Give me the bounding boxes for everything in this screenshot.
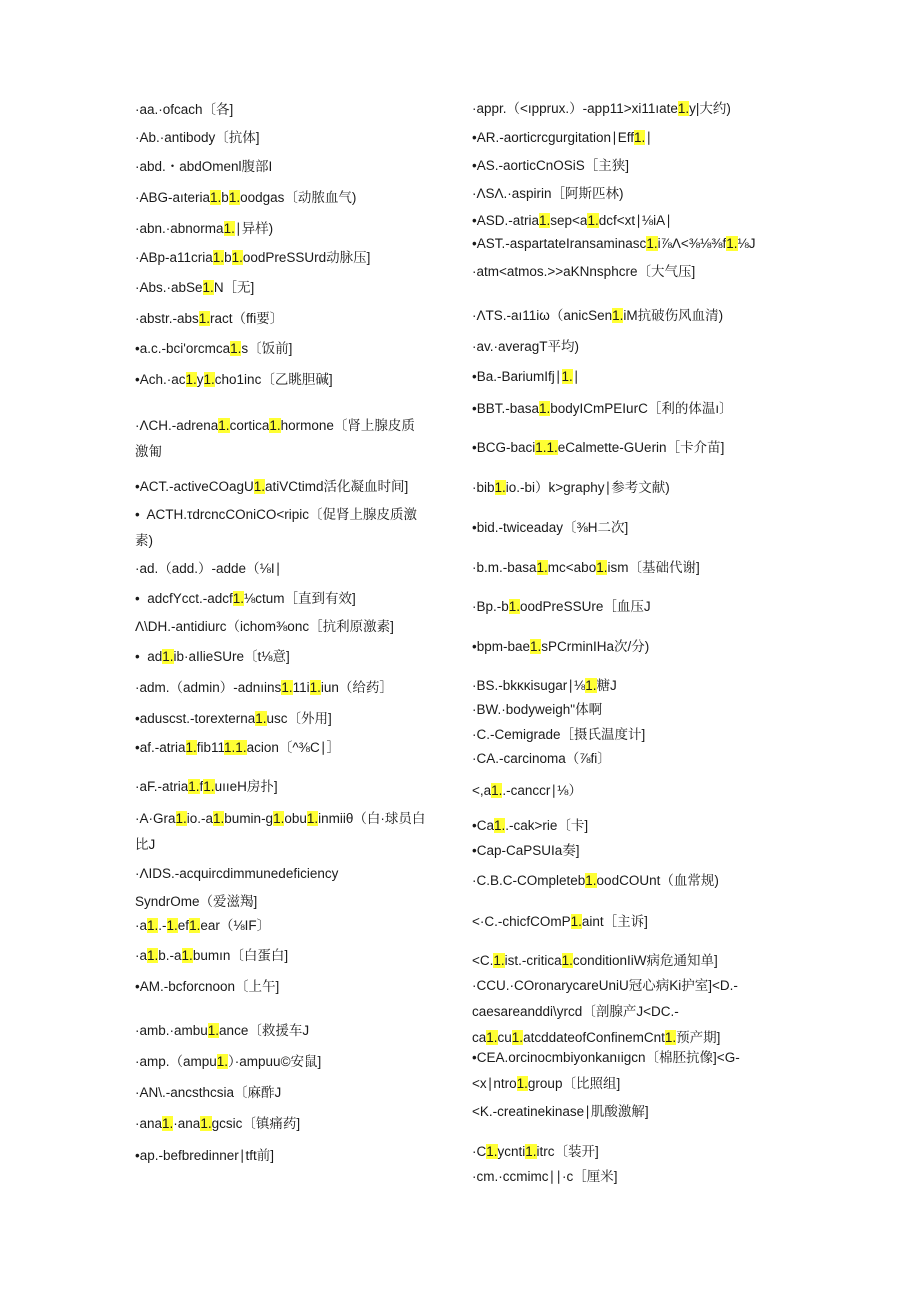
highlighted-text: 1. [561,369,573,384]
highlighted-text: 1. [306,811,319,826]
glossary-entry [472,722,802,748]
entry-text: ·abstr.-abs [135,311,199,326]
entry-text: ·av.·averagT平均) [472,339,580,354]
highlighted-text: 1. [516,1076,528,1091]
entry-text: •AST.-aspartateIransaminasc [472,236,647,251]
glossary-entry [472,868,802,894]
highlighted-text: 1. [309,680,321,695]
glossary-entry [135,774,465,800]
highlighted-text: 1. [147,948,159,963]
entry-text: •bpm-bae [472,639,531,654]
entry-text: ·amp.（ampu [135,1054,217,1069]
glossary-entry [135,675,465,701]
entry-text: ·ana [173,1116,201,1131]
entry-text: cho1inc〔乙眺胆碱] [214,372,333,387]
entry-text: ·ΛSΛ.·aspirin［阿斯匹林) [472,186,624,201]
entry-text: Λ\DH.-antidiurc（ichom⅜onc［抗利原激素] [135,619,394,634]
glossary-entry [135,861,465,887]
entry-text: <K.-creatinekinase∣肌酸激解] [472,1104,649,1119]
entry-text: •BCG-baci [472,440,536,455]
entry-text: acion〔^⅜C∣］ [246,740,340,755]
entry-text: ycnti [497,1144,526,1159]
glossary-entry [135,735,465,761]
glossary-entry [135,889,465,915]
glossary-entry [135,216,465,242]
highlighted-text: 1. [185,740,197,755]
highlighted-text: 1. [587,213,599,228]
entry-text: ·ΛIDS.-acquircdimmunedeficiency [135,866,339,881]
entry-text: •ACT.-activeCOagU [135,479,254,494]
glossary-entry [135,367,465,393]
glossary-entry [472,364,802,390]
entry-text: ance〔救援车J [219,1023,310,1038]
glossary-entry [135,913,465,939]
entry-text: ·abd.・abdOmenl腹部I [135,159,273,174]
entry-text: <,a [472,783,492,798]
glossary-entry [472,555,802,581]
highlighted-text: 1. [726,236,738,251]
entry-text: • ad [135,649,163,664]
entry-text: ract（ffi要〕 [210,311,284,326]
glossary-entry [472,909,802,935]
glossary-entry [135,706,465,732]
highlighted-text: 1. [585,678,597,693]
glossary-entry [135,185,465,211]
entry-text: ·abn.·abnorma [135,221,224,236]
entry-text: b [224,250,232,265]
entry-text: oodPreSSUrd动脉压] [242,250,371,265]
entry-text: ist.-critica [504,953,562,968]
glossary-entry [472,96,802,122]
entry-text: bodyICmPEIurC［利的体温ı〕 [550,401,733,416]
entry-text: •Ach.·ac [135,372,186,387]
entry-text: ear（⅛IF〕 [200,918,271,933]
highlighted-text: 1. [223,221,235,236]
glossary-entry [135,336,465,362]
entry-text: ef [177,918,190,933]
entry-text: ·BW.·bodyweigh"体啊 [472,702,603,717]
highlighted-text: 1.1. [535,440,558,455]
highlighted-text: 1. [230,341,242,356]
entry-text: •BBT.-basa [472,401,540,416]
highlighted-text: 1. [185,372,197,387]
entry-text: cortica [229,418,270,433]
entry-text: cu [497,1030,512,1045]
entry-text: usc〔外用] [266,711,332,726]
entry-text: atiVCtimd活化凝血时间] [265,479,409,494]
glossary-entry [135,1080,465,1106]
entry-text: ·a [135,918,148,933]
entry-text: ·ΛCH.-adrena [135,418,219,433]
entry-text: 预产期] [676,1030,721,1045]
highlighted-text: 1. [677,101,690,116]
entry-text: ）·ampuu©安鼠] [228,1054,322,1069]
entry-text: ·ΛTS.-aı11iω（anicSen [472,308,613,323]
entry-text: .- [158,918,167,933]
entry-text: aint［主诉] [581,914,648,929]
entry-text: <·C.-chicfCOmP [472,914,571,929]
glossary-entry [472,1164,802,1190]
entry-text: ·ABG-aıteria [135,190,211,205]
entry-text: .-cak>rie〔卡] [505,818,589,833]
entry-text: inmiiθ（白·球员白 比J [135,811,426,852]
highlighted-text: 1. [539,213,551,228]
entry-text: •ap.-befbredinner∣tft前] [135,1148,275,1163]
glossary-entry [135,943,465,969]
entry-text: bumın〔白蛋白] [192,948,289,963]
glossary-entry [135,474,465,500]
glossary-entry [472,153,802,179]
glossary-entry [135,974,465,1000]
highlighted-text: 1. [491,783,503,798]
highlighted-text: 1. [207,1023,220,1038]
highlighted-text: 1. [530,639,542,654]
glossary-entry [135,154,465,180]
glossary-entry [472,435,802,461]
glossary-entry [472,396,802,422]
highlighted-text: 1. [188,779,200,794]
entry-text: ·ana [135,1116,163,1131]
entry-text: ·cm.·ccmimc∣∣·c［厘米] [472,1169,618,1184]
highlighted-text: 1. [202,280,214,295]
entry-text: group〔比照组] [527,1076,621,1091]
entry-text: ·bib [472,480,495,495]
glossary-entry [135,556,465,582]
highlighted-text: 1. [228,190,241,205]
entry-text: •ASD.-atria [472,213,539,228]
highlighted-text: 1. [253,479,266,494]
entry-text: •af.-atria [135,740,186,755]
highlighted-text: 1. [634,130,646,145]
entry-text: ·adm.（admin）-adnıins [135,680,282,695]
highlighted-text: 1. [570,914,582,929]
glossary-entry [472,231,802,257]
highlighted-text: 1. [511,1030,524,1045]
glossary-entry [135,125,465,151]
glossary-entry [135,586,465,612]
entry-text: •Cap-CaPSUIa奏] [472,843,580,858]
entry-text: ·BS.-bkκκisugar∣⅛ [472,678,586,693]
entry-text: ·C [472,1144,487,1159]
glossary-entry [472,125,802,151]
entry-text: iM抗破伤风血清) [623,308,724,323]
glossary-entry [135,644,465,670]
entry-text: oodPreSSUre［血压J [520,599,651,614]
highlighted-text: 1. [539,401,551,416]
glossary-entry [135,1111,465,1137]
entry-text: ·CCU.·COronarycareUniU冠心病Ki护室]<D.- caesareanddi\yrcd〔剖腺产J<DC.- ca [472,978,738,1045]
entry-text: •AR.-aorticrcgurgitation∣Eff [472,130,635,145]
entry-text: ·CA.-carcinoma（⅞fi〕 [472,751,611,766]
entry-text: ∣异样) [234,221,274,236]
entry-text: sep<a [550,213,588,228]
highlighted-text: 1. [486,1030,498,1045]
glossary-entry [472,259,802,285]
highlighted-text: 1. [486,1144,498,1159]
entry-text: •Ca [472,818,494,833]
highlighted-text: 1. [494,480,506,495]
highlighted-text: 1. [203,372,215,387]
entry-text: •AM.-bcforcnoon〔上午] [135,979,280,994]
entry-text: gcsic〔镇痛药] [211,1116,301,1131]
entry-text: io.-bi）k>graphy∣参考文献) [505,480,670,495]
entry-text: •bid.-twiceaday〔⅜H二次] [472,520,629,535]
entry-text: SyndrOme（爱滋羯] [135,894,258,909]
entry-text: obu [284,811,307,826]
highlighted-text: 1. [231,250,243,265]
entry-text: <C. [472,953,494,968]
glossary-entry [135,97,465,123]
entry-text: bumin-g [224,811,274,826]
highlighted-text: 1. [596,560,608,575]
glossary-entry [472,813,802,839]
entry-text: hormone〔肾上腺皮质 激匍 [135,418,415,459]
entry-text: ·A·Gra [135,811,176,826]
entry-text: •Ba.-BariumIfj∣ [472,369,562,384]
highlighted-text: 1. [181,948,193,963]
entry-text: ·amb.·ambu [135,1023,208,1038]
highlighted-text: 1. [166,918,178,933]
highlighted-text: 1. [281,680,293,695]
glossary-entry [472,746,802,772]
highlighted-text: 1. [162,649,174,664]
entry-text: b [221,190,229,205]
entry-text: 糖J [596,678,617,693]
highlighted-text: 1. [585,873,597,888]
glossary-entry [135,502,465,554]
glossary-entry [472,1045,802,1097]
highlighted-text: 1. [210,190,222,205]
highlighted-text: 1. [561,953,573,968]
glossary-entry [135,1143,465,1169]
glossary-entry [472,303,802,329]
glossary-entry [472,697,802,723]
glossary-entry [135,614,465,640]
glossary-entry [135,245,465,271]
glossary-entry [135,306,465,332]
glossary-entry [472,838,802,864]
entry-text: y [196,372,204,387]
entry-text: .-canccr∣⅛） [502,783,582,798]
highlighted-text: 1. [493,953,505,968]
glossary-entry [472,181,802,207]
entry-text: ib·aIlieSUre〔t⅛意] [173,649,290,664]
entry-text: y|大约) [689,101,731,116]
entry-text: •aduscst.-torexterna [135,711,256,726]
entry-text: • adcfYcct.-adcf [135,591,233,606]
entry-text: ·Bp.-b [472,599,509,614]
highlighted-text: 1.1. [224,740,247,755]
highlighted-text: 1. [216,1054,229,1069]
entry-text: ·C.-Cemigrade［摄氏温度计] [472,727,646,742]
entry-text: ·aF.-atria [135,779,189,794]
glossary-entry [472,594,802,620]
entry-text: ·Ab.·antibody〔抗体] [135,130,260,145]
glossary-entry [472,778,802,804]
entry-text: •CEA.orcinocmbiyonkanıigcn〔棉胚抗像]<G- <x∣ntro [472,1050,740,1091]
entry-text: ·aa.·ofcach〔各] [135,102,234,117]
entry-text: sPCrminIHa次/分) [541,639,650,654]
entry-text: uııeH房扑] [214,779,278,794]
entry-text: fib11 [196,740,225,755]
highlighted-text: 1. [198,311,211,326]
highlighted-text: 1. [232,591,245,606]
entry-text: ∣ [572,369,580,384]
entry-text: •a.c.-bci'orcmca [135,341,231,356]
entry-text: ·ad.（add.）-adde（⅛I∣ [135,561,282,576]
entry-text: ism〔基础代谢] [607,560,700,575]
highlighted-text: 1. [536,560,548,575]
entry-text: atcddateofConfinemCnt [523,1030,665,1045]
entry-text: iun（给药］ [320,680,393,695]
glossary-entry [135,413,465,465]
highlighted-text: 1. [255,711,267,726]
highlighted-text: 1. [189,918,201,933]
entry-text: 11i [292,680,310,695]
entry-text: ·ABp-a11cria [135,250,213,265]
entry-text: •AS.-aorticCnOSiS［主狭] [472,158,630,173]
highlighted-text: 1. [212,250,225,265]
entry-text: ·C.B.C-COmpleteb [472,873,586,888]
glossary-entry [472,948,802,974]
highlighted-text: 1. [147,918,159,933]
entry-text: ∣ [645,130,653,145]
entry-text: ·b.m.-basa [472,560,537,575]
entry-text: • ACTH.τdrcncCOniCO<ripic〔促肾上腺皮质激 素) [135,507,417,548]
glossary-entry [135,806,465,858]
glossary-entry [135,1049,465,1075]
highlighted-text: 1. [525,1144,537,1159]
highlighted-text: 1. [175,811,187,826]
entry-text: s〔饭前] [241,341,293,356]
glossary-entry [472,673,802,699]
highlighted-text: 1. [269,418,281,433]
glossary-entry [472,973,802,1051]
glossary-entry [472,475,802,501]
entry-text: ·AN\.-ancsthcsia〔麻酢J [135,1085,282,1100]
glossary-entry [472,634,802,660]
entry-text: io.-a [186,811,214,826]
entry-text: mc<abo [547,560,597,575]
entry-text: ·a [135,948,148,963]
highlighted-text: 1. [162,1116,174,1131]
entry-text: b.-a [158,948,182,963]
entry-text: i⅞Λ<⅜⅛⅜f [657,236,727,251]
entry-text: ·atm<atmos.>>aKNnsphcre〔大气压] [472,264,696,279]
entry-text: conditionIiW病危通知单] [572,953,718,968]
entry-text: oodCOUnt（血常规) [596,873,719,888]
entry-text: ·Abs.·abSe [135,280,203,295]
highlighted-text: 1. [200,1116,212,1131]
entry-text: ⅛ctum［直到有效] [244,591,356,606]
entry-text: eCalmette-GUerin［卡介苗] [557,440,725,455]
highlighted-text: 1. [218,418,230,433]
entry-text: ⅛J [737,236,756,251]
glossary-entry [135,275,465,301]
highlighted-text: 1. [664,1030,677,1045]
highlighted-text: 1. [493,818,506,833]
entry-text: oodgas〔动脓血气) [240,190,357,205]
glossary-entry [472,1139,802,1165]
highlighted-text: 1. [646,236,658,251]
glossary-entry [472,334,802,360]
glossary-entry [472,1099,802,1125]
glossary-entry [472,515,802,541]
glossary-entry [135,1018,465,1044]
highlighted-text: 1. [213,811,225,826]
highlighted-text: 1. [508,599,521,614]
entry-text: dcf<xt∣⅛iA∣ [598,213,672,228]
entry-text: ·appr.（<ıpprux.）-app11>xi11ıate [472,101,678,116]
highlighted-text: 1. [203,779,215,794]
highlighted-text: 1. [612,308,624,323]
entry-text: N［无] [213,280,255,295]
entry-text: itrc〔装开] [536,1144,599,1159]
highlighted-text: 1. [273,811,285,826]
entry-text: f [199,779,204,794]
